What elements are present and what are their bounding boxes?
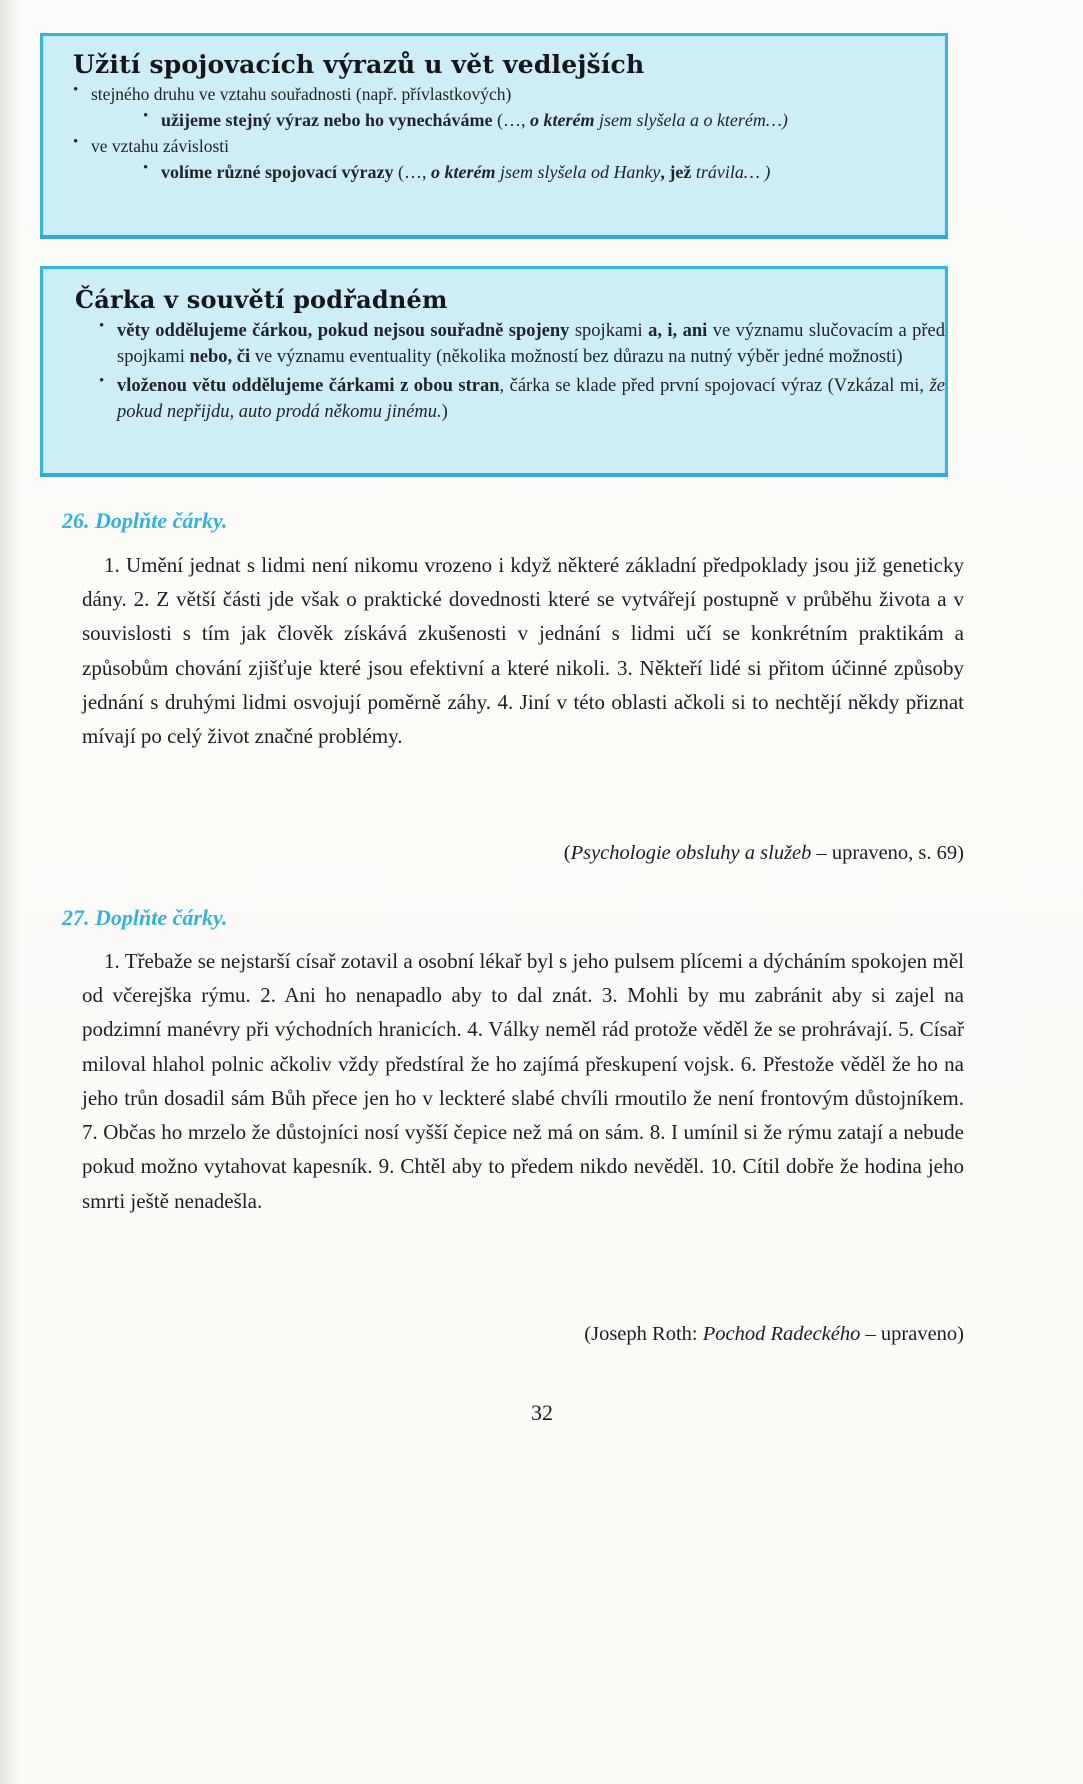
exercise-27-heading: 27. Doplňte čárky. [62,905,228,930]
rule-box-1-sublist-1 [91,108,945,132]
list-item [143,108,945,132]
rule-box-conjunctions [40,33,948,239]
rule-subitem-italic: jsem slyšela od Hanky [495,162,661,182]
rule-item-text: ve vztahu závislosti [91,135,230,156]
attribution-rest: – upraveno, s. 69) [811,842,964,864]
rule-box-comma-subordinate [40,266,948,477]
rule-subitem-italic-2: trávila… ) [691,162,771,182]
rule-box-2-list [43,318,945,425]
rule-item-plain-2: ) [441,401,448,422]
list-item [99,318,945,371]
rule-item-bold-1: vloženou větu oddělujeme čárkami z obou stran [117,375,500,396]
rule-item-bold-1: věty oddělujeme čárkou, pokud nejsou souřadně spojeny [117,321,570,341]
rule-box-1-sublist-2 [91,160,945,184]
rule-item-bold-2: a, i, ani [648,321,708,341]
attribution-open: (Joseph Roth: [584,1323,703,1345]
page-number: 32 [531,1400,553,1425]
rule-subitem-bold-2: , jež [660,162,692,182]
rule-item-bold-3: nebo, či [189,347,251,368]
rule-subitem-bolditalic: o kterém [430,162,496,182]
rule-item-italic-example: že pokud nepřijdu, auto prodá někomu jinému. [117,375,945,422]
rule-item-plain-1: , čárka se klade před první spojovací výraz (Vzkázal mi, [499,375,930,396]
rule-item-plain-2: ve významu slučovacím a před spojkami [117,321,946,368]
rule-subitem-bolditalic: o kterém [529,110,595,131]
attribution-title: Pochod Radeckého [702,1323,861,1345]
rule-subitem-bold: volíme různé spojovací výrazy [161,162,394,182]
attribution-open: ( [563,842,571,864]
page-left-edge-shadow [0,0,22,1784]
rule-item-plain-1: spojkami [569,321,649,341]
exercise-27-body: 1. Třebaže se nejstarší císař zotavil a osobní lékař byl s jeho pulsem plícemi a dýcháním spokojen měl od včerejška rýmu. 2. Ani ho nenapadlo aby to dal znát. 3. Mohli by mu zabránit aby si zajel na podzimní manévry při východních hranicích. 4. Války neměl rád protože věděl že se prohrávají. 5. Císař miloval hlahol polnic ačkoliv vždy předstíral že ho zajímá přeskupení vojsk. 6. Přestože věděl že ho na jeho trůn dosadil sám Bůh přece jen ho v leckteré slabé chvíli rmoutilo že není frontovým důstojníkem. 7. Občas ho mrzelo že důstojníci nosí vyšší čepice než má on sám. 8. I umínil si že rýmu zatají a nebude pokud možno vytahovat kapesník. 9. Chtěl aby to předem nikdo nevěděl. 10. Cítil dobře že hodina jeho smrti ještě nenadešla. [82,949,964,1213]
rule-subitem-bold: užijeme stejný výraz nebo ho vynecháváme [161,110,493,131]
list-item [71,135,945,185]
attribution-rest: – upraveno) [860,1323,964,1345]
list-item [143,160,945,184]
rule-item-plain-3: ve významu eventuality (několika možností bez důrazu na nutný výběr jedné možnosti) [250,347,903,368]
rule-box-1-title: Užití spojovacích výrazů u vět vedlejších [73,50,645,79]
attribution-title: Psychologie obsluhy a služeb [570,842,812,864]
rule-subitem-plain: (…, [492,110,530,131]
rule-box-1-list [43,83,945,184]
rule-box-2-title: Čárka v souvětí podřadném [75,285,448,314]
list-item [99,373,945,426]
exercise-26-body: 1. Umění jednat s lidmi není nikomu vrozeno i když některé základní předpoklady jsou již geneticky dány. 2. Z větší části jde však o praktické dovednosti které se vytvářejí postupně v průběhu života a v souvislosti s tím jak člověk získává zkušenosti v jednání s lidmi učí se konkrétním praktikám a způsobům chování zjišťuje které jsou efektivní a které nikoli. 3. Někteří lidé si přitom účinné způsoby jednání s druhými lidmi osvojují poměrně záhy. 4. Jiní v této oblasti ačkoli si to nechtějí někdy přiznat mívají po celý život značné problémy. [82,553,964,749]
rule-item-text: stejného druhu ve vztahu souřadnosti (např. přívlastkových) [91,84,512,104]
rule-subitem-plain: (…, [393,162,431,182]
exercise-27-attribution [264,1323,964,1346]
exercise-26-attribution [264,842,964,865]
rule-subitem-italic: jsem slyšela a o kterém…) [594,110,788,131]
list-item [71,83,945,133]
exercise-26-heading: 26. Doplňte čárky. [62,508,228,533]
